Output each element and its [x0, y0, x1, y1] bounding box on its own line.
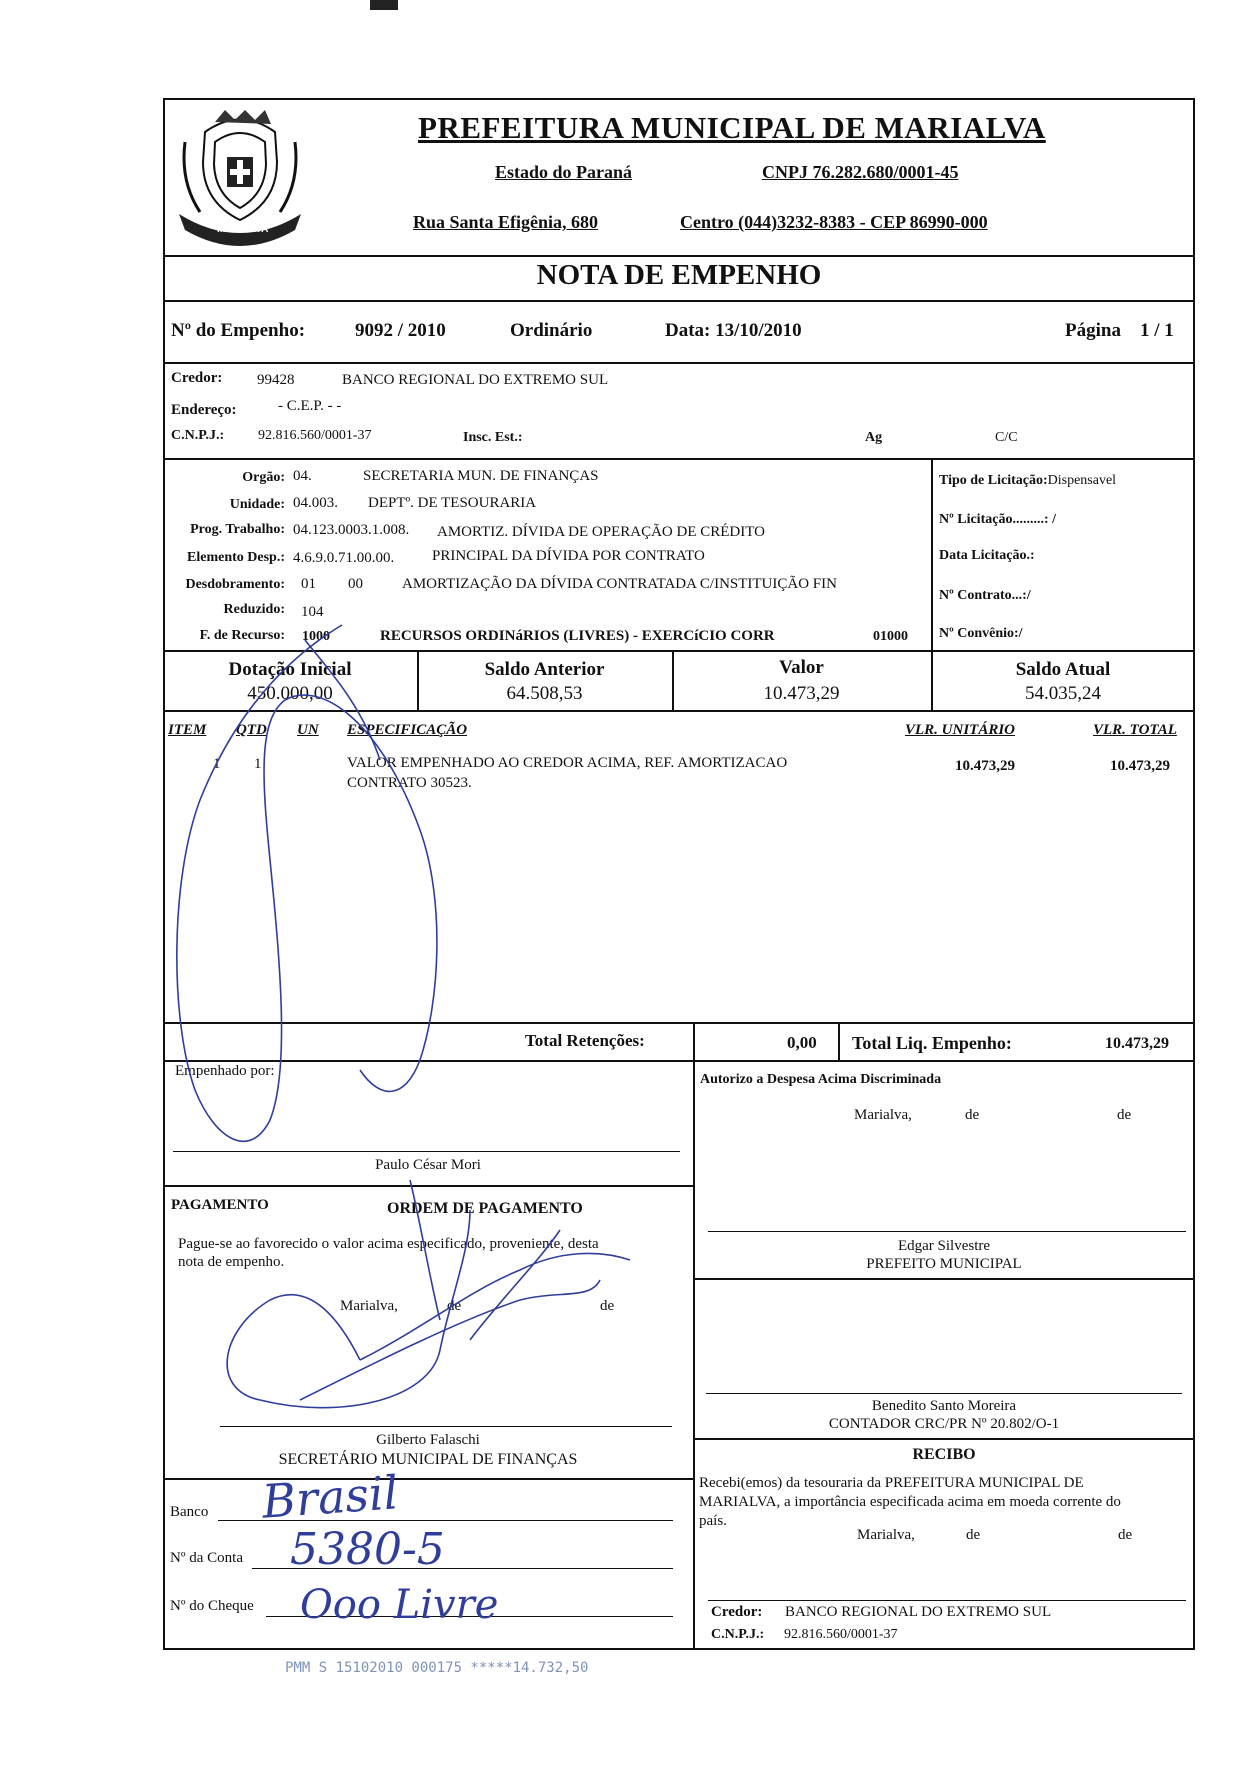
bank-stamp: PMM S 15102010 000175 *****14.732,50: [285, 1660, 589, 1676]
state-registration-label: Insc. Est.:: [463, 430, 523, 445]
program-code: 04.123.0003.1.008.: [293, 522, 410, 538]
empenho-type: Ordinário: [510, 320, 593, 341]
receipt-text-line2: MARIALVA, a importância especificada acima em moeda corrente do: [699, 1494, 1121, 1510]
secretary-name: Gilberto Falaschi: [376, 1432, 480, 1448]
initial-allocation-value: 450.000,00: [247, 683, 333, 704]
row-unit-value: 10.473,29: [955, 758, 1015, 774]
net-total-value: 10.473,29: [1105, 1035, 1169, 1052]
cnpj-label: CNPJ 76.282.680/0001-45: [762, 162, 959, 182]
address-contact: Centro (044)3232-8383 - CEP 86990-000: [680, 212, 988, 232]
retentions-label: Total Retenções:: [525, 1031, 645, 1050]
divider: [163, 1060, 1195, 1062]
payment-text-line2: nota de empenho.: [178, 1254, 285, 1270]
signature-line: [173, 1151, 680, 1152]
payment-title: PAGAMENTO: [171, 1197, 269, 1213]
authorize-label: Autorizo a Despesa Acima Discriminada: [700, 1072, 942, 1087]
municipality-title: PREFEITURA MUNICIPAL DE MARIALVA: [418, 110, 1046, 145]
seal-ribbon-text: MARIALVA: [217, 224, 269, 235]
empenho-number-label: Nº do Empenho:: [171, 320, 306, 341]
orgao-code: 04.: [293, 468, 312, 484]
col-unit: UN: [297, 722, 319, 738]
receipt-cnpj-label: C.N.P.J.:: [711, 1627, 765, 1642]
col-qty: QTD: [236, 722, 267, 738]
authorize-de-1: de: [965, 1107, 980, 1123]
element-code: 4.6.9.0.71.00.00.: [293, 550, 395, 566]
resource-name: RECURSOS ORDINáRIOS (LIVRES) - EXERCíCIO CORR: [380, 628, 775, 644]
creditor-cnpj: 92.816.560/0001-37: [258, 428, 372, 443]
document-title: NOTA DE EMPENHO: [536, 259, 822, 291]
divider: [931, 458, 933, 650]
resource-code: 1000: [302, 629, 330, 644]
signature-line: [706, 1393, 1182, 1394]
receipt-title: RECIBO: [912, 1446, 976, 1463]
retentions-value: 0,00: [787, 1033, 817, 1052]
row-item: 1: [213, 756, 221, 772]
reduced-code: 104: [301, 604, 324, 620]
initial-allocation-label: Dotação Inicial: [228, 659, 352, 680]
col-total-value: VLR. TOTAL: [1093, 722, 1177, 738]
creditor-name: BANCO REGIONAL DO EXTREMO SUL: [342, 372, 609, 388]
previous-balance-value: 64.508,53: [506, 683, 583, 704]
divider: [163, 1478, 693, 1480]
orgao-name: SECRETARIA MUN. DE FINANÇAS: [363, 468, 599, 484]
reduced-label: Reduzido:: [223, 602, 285, 617]
page-number: 1 / 1: [1140, 320, 1174, 341]
net-total-label: Total Liq. Empenho:: [852, 1033, 1012, 1053]
divider: [693, 1438, 1195, 1440]
payment-date-de-1: de: [447, 1298, 462, 1314]
signature-line: [220, 1426, 672, 1427]
row-qty: 1: [254, 756, 262, 772]
accountant-name: Benedito Santo Moreira: [871, 1398, 1017, 1414]
col-item: ITEM: [168, 722, 207, 738]
payment-order-title: ORDEM DE PAGAMENTO: [387, 1200, 583, 1217]
receipt-cnpj: 92.816.560/0001-37: [784, 1627, 898, 1642]
receipt-city: Marialva,: [857, 1527, 915, 1543]
handwritten-bank: Brasil: [260, 1465, 400, 1529]
payment-text-line1: Pague-se ao favorecido o valor acima especificado, proveniente, desta: [178, 1236, 599, 1252]
divider: [163, 1185, 693, 1187]
current-balance-value: 54.035,24: [1025, 683, 1101, 704]
col-specification: ESPECIFICAÇÃO: [347, 722, 468, 738]
divider: [693, 1278, 1195, 1280]
committed-by-label: Empenhado por:: [175, 1063, 275, 1079]
receipt-de-2: de: [1118, 1527, 1133, 1543]
breakdown-name: AMORTIZAÇÃO DA DÍVIDA CONTRATADA C/INSTITUIÇÃO FIN: [402, 576, 837, 592]
col-unit-value: VLR. UNITÁRIO: [905, 722, 1016, 738]
check-number-label: Nº do Cheque: [170, 1598, 254, 1614]
value-amount: 10.473,29: [763, 683, 840, 704]
receipt-creditor: BANCO REGIONAL DO EXTREMO SUL: [785, 1604, 1052, 1620]
breakdown-code-1: 01: [301, 576, 316, 592]
municipal-seal: [165, 102, 315, 252]
creditor-label: Credor:: [171, 370, 223, 386]
orgao-label: Orgão:: [242, 470, 285, 485]
signature-line: [708, 1600, 1186, 1601]
bidding-type-value: Dispensavel: [1047, 473, 1117, 488]
receipt-creditor-label: Credor:: [711, 1604, 763, 1620]
row-specification-line2: CONTRATO 30523.: [347, 775, 472, 791]
address-street: Rua Santa Efigênia, 680: [413, 212, 599, 232]
mayor-name: Edgar Silvestre: [897, 1238, 991, 1254]
breakdown-label: Desdobramento:: [185, 577, 285, 592]
divider: [163, 362, 1195, 364]
agency-label: Ag: [865, 430, 883, 445]
agreement-number: Nº Convênio:/: [939, 626, 1023, 641]
divider: [163, 650, 1195, 652]
receipt-text-line3: país.: [699, 1513, 727, 1529]
divider: [163, 300, 1195, 302]
mayor-title: PREFEITO MUNICIPAL: [866, 1256, 1022, 1272]
scan-mark: [370, 0, 398, 10]
resource-label: F. de Recurso:: [199, 628, 285, 643]
creditor-cnpj-label: C.N.P.J.:: [171, 428, 225, 443]
payment-date-de-2: de: [600, 1298, 615, 1314]
receipt-text-line1: Recebi(emos) da tesouraria da PREFEITURA MUNICIPAL DE: [699, 1475, 1084, 1491]
row-total-value: 10.473,29: [1110, 758, 1170, 774]
bidding-date: Data Licitação.:: [939, 548, 1035, 563]
previous-balance-label: Saldo Anterior: [484, 659, 605, 680]
address-label: Endereço:: [171, 402, 237, 418]
authorize-de-2: de: [1117, 1107, 1132, 1123]
divider: [838, 1022, 840, 1060]
creditor-code: 99428: [257, 372, 295, 388]
current-balance-label: Saldo Atual: [1015, 659, 1111, 680]
bidding-number: Nº Licitação.........: /: [939, 512, 1056, 527]
bidding-type-label-text: Tipo de Licitação:: [939, 473, 1048, 488]
unidade-code: 04.003.: [293, 495, 338, 511]
account-label: C/C: [995, 430, 1018, 445]
payment-city: Marialva,: [340, 1298, 398, 1314]
row-specification-line1: VALOR EMPENHADO AO CREDOR ACIMA, REF. AMORTIZACAO: [347, 755, 788, 771]
element-name: PRINCIPAL DA DÍVIDA POR CONTRATO: [432, 548, 705, 564]
committed-by-name: Paulo César Mori: [375, 1157, 481, 1173]
breakdown-code-2: 00: [348, 576, 363, 592]
accountant-title: CONTADOR CRC/PR Nº 20.802/O-1: [828, 1416, 1060, 1432]
divider: [163, 710, 1195, 712]
handwritten-account: 5380-5: [290, 1524, 445, 1575]
account-number-label: Nº da Conta: [170, 1550, 243, 1566]
authorize-city: Marialva,: [854, 1107, 912, 1123]
divider: [163, 255, 1195, 257]
bank-label: Banco: [170, 1504, 209, 1520]
contract-number: Nº Contrato...:/: [939, 588, 1031, 603]
receipt-de-1: de: [966, 1527, 981, 1543]
unidade-name: DEPTº. DE TESOURARIA: [368, 495, 537, 511]
unidade-label: Unidade:: [229, 497, 285, 512]
bidding-type-label: [939, 473, 1116, 489]
address-value: - C.E.P. - -: [278, 398, 342, 414]
divider: [163, 458, 1195, 460]
handwritten-check: Ooo Livre: [300, 1582, 499, 1628]
signature-line: [708, 1231, 1186, 1232]
divider: [693, 1060, 695, 1650]
value-label: Valor: [779, 657, 824, 678]
divider: [163, 1022, 1195, 1024]
program-label: Prog. Trabalho:: [190, 522, 285, 537]
secretary-title: SECRETÁRIO MUNICIPAL DE FINANÇAS: [278, 1451, 578, 1468]
element-label: Elemento Desp.:: [187, 550, 285, 565]
program-name: AMORTIZ. DÍVIDA DE OPERAÇÃO DE CRÉDITO: [437, 524, 765, 540]
empenho-number: 9092 / 2010: [355, 320, 446, 341]
page-label: Página: [1065, 320, 1121, 341]
empenho-date: Data: 13/10/2010: [665, 320, 802, 341]
resource-number: 01000: [873, 629, 908, 644]
state-label: Estado do Paraná: [495, 162, 633, 182]
divider: [693, 1022, 695, 1060]
